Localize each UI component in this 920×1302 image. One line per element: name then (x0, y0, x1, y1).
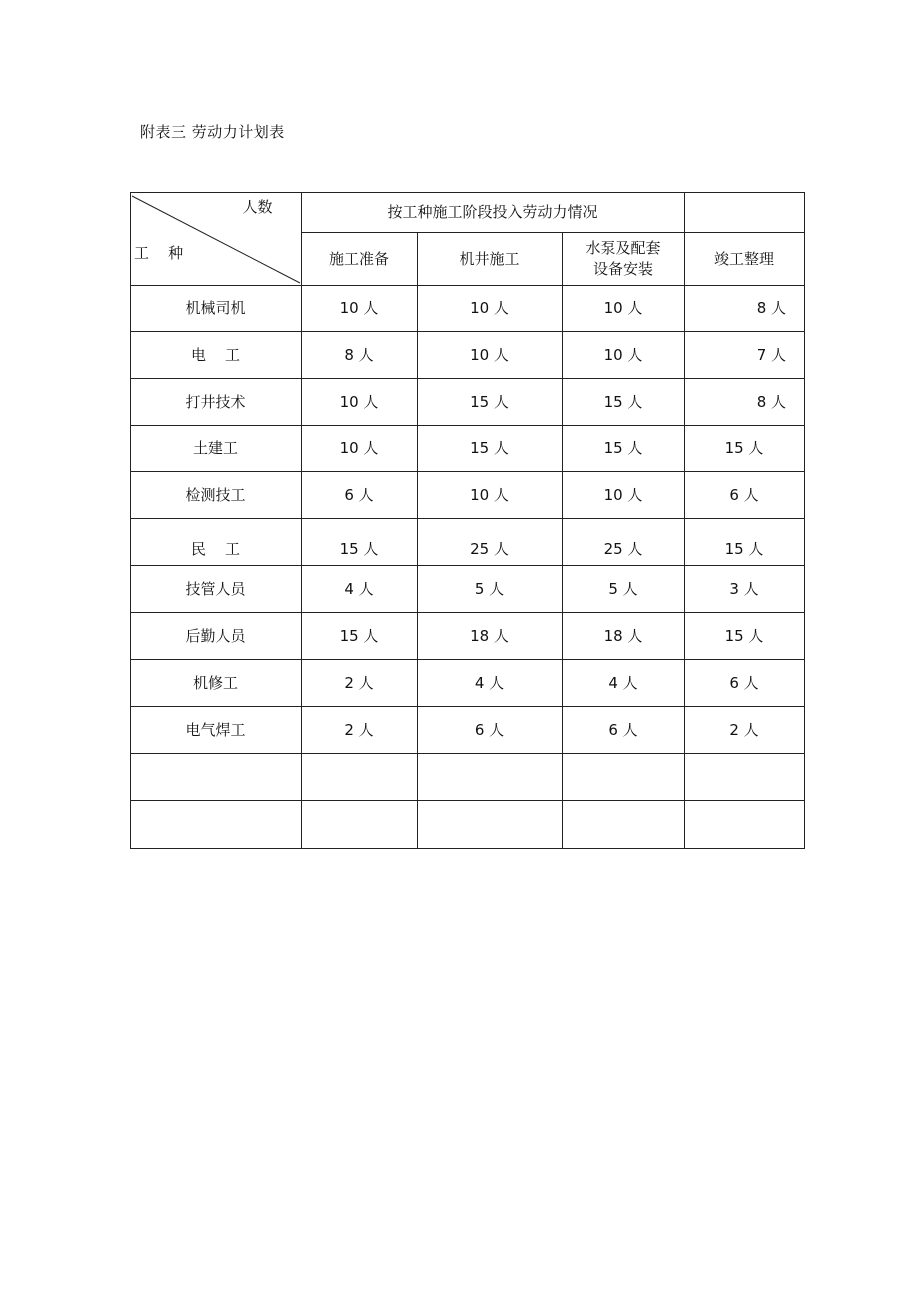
count-cell: 10 人 (470, 345, 509, 364)
group-header: 按工种施工阶段投入劳动力情况 (387, 203, 598, 221)
count-cell: 10 人 (470, 299, 509, 317)
count-cell: 15 人 (470, 392, 509, 411)
phase-header-pump-line2: 设备安装 (592, 259, 653, 278)
trade-cell: 后勤人员 (185, 626, 246, 645)
count-cell: 10 人 (470, 485, 509, 504)
count-cell: 4 人 (344, 579, 374, 598)
count-cell: 15 人 (603, 439, 643, 457)
trade-cell: 电气焊工 (185, 720, 246, 739)
trade-cell: 机械司机 (185, 299, 246, 317)
trade-cell: 打井技术 (185, 392, 246, 411)
count-cell: 25 人 (603, 539, 643, 558)
empty-cell (562, 800, 684, 848)
corner-header-trade: 工 种 (134, 244, 184, 262)
trade-cell: 土建工 (192, 439, 238, 457)
count-cell: 10 人 (603, 299, 643, 317)
count-cell: 6 人 (729, 485, 759, 504)
count-cell: 10 人 (339, 392, 379, 411)
count-cell: 7 人 (756, 345, 786, 364)
count-cell: 8 人 (756, 392, 786, 411)
count-cell: 6 人 (729, 673, 759, 692)
labor-plan-table (130, 192, 805, 849)
empty-cell (301, 753, 417, 800)
phase-header-pump-installation (562, 232, 684, 285)
count-cell: 6 人 (608, 720, 638, 739)
count-cell: 15 人 (724, 626, 764, 645)
count-cell: 3 人 (729, 579, 759, 598)
count-cell: 10 人 (603, 485, 643, 504)
count-cell: 18 人 (603, 626, 643, 645)
document-title: 附表三 劳动力计划表 (140, 123, 285, 141)
count-cell: 2 人 (344, 720, 374, 739)
phase-header-completion: 竣工整理 (713, 249, 774, 268)
trade-cell: 机修工 (192, 673, 238, 692)
count-cell: 25 人 (470, 539, 509, 558)
empty-cell (417, 753, 562, 800)
count-cell: 10 人 (603, 345, 643, 364)
trade-cell: 民 工 (190, 539, 241, 558)
phase-header-pump-line1: 水泵及配套 (585, 238, 661, 257)
count-cell: 15 人 (470, 439, 509, 457)
trade-cell: 电 工 (190, 345, 241, 364)
count-cell: 2 人 (344, 673, 374, 692)
count-cell: 15 人 (724, 539, 764, 558)
empty-cell (562, 753, 684, 800)
empty-cell (684, 800, 804, 848)
empty-cell (417, 800, 562, 848)
trade-cell: 检测技工 (185, 485, 246, 504)
count-cell: 4 人 (608, 673, 638, 692)
table-border-bottom (130, 848, 805, 849)
empty-cell (684, 753, 804, 800)
count-cell: 5 人 (474, 579, 505, 598)
count-cell: 6 人 (344, 485, 374, 504)
count-cell: 15 人 (339, 539, 379, 558)
count-cell: 10 人 (339, 299, 379, 317)
phase-header-preparation: 施工准备 (328, 249, 389, 268)
count-cell: 15 人 (724, 439, 764, 457)
trade-cell: 技管人员 (185, 579, 246, 598)
empty-trade-cell (130, 800, 301, 848)
count-cell: 5 人 (608, 579, 638, 598)
count-cell: 15 人 (603, 392, 643, 411)
count-cell: 15 人 (339, 626, 379, 645)
count-cell: 2 人 (729, 720, 759, 739)
corner-header-count: 人数 (242, 198, 273, 216)
phase-header-well-construction: 机井施工 (459, 249, 520, 268)
count-cell: 18 人 (470, 626, 509, 645)
table-border-right (804, 192, 805, 849)
empty-cell (301, 800, 417, 848)
count-cell: 10 人 (339, 439, 379, 457)
count-cell: 6 人 (474, 720, 505, 739)
count-cell: 4 人 (474, 673, 505, 692)
count-cell: 8 人 (756, 299, 786, 317)
empty-trade-cell (130, 753, 301, 800)
count-cell: 8 人 (344, 345, 374, 364)
